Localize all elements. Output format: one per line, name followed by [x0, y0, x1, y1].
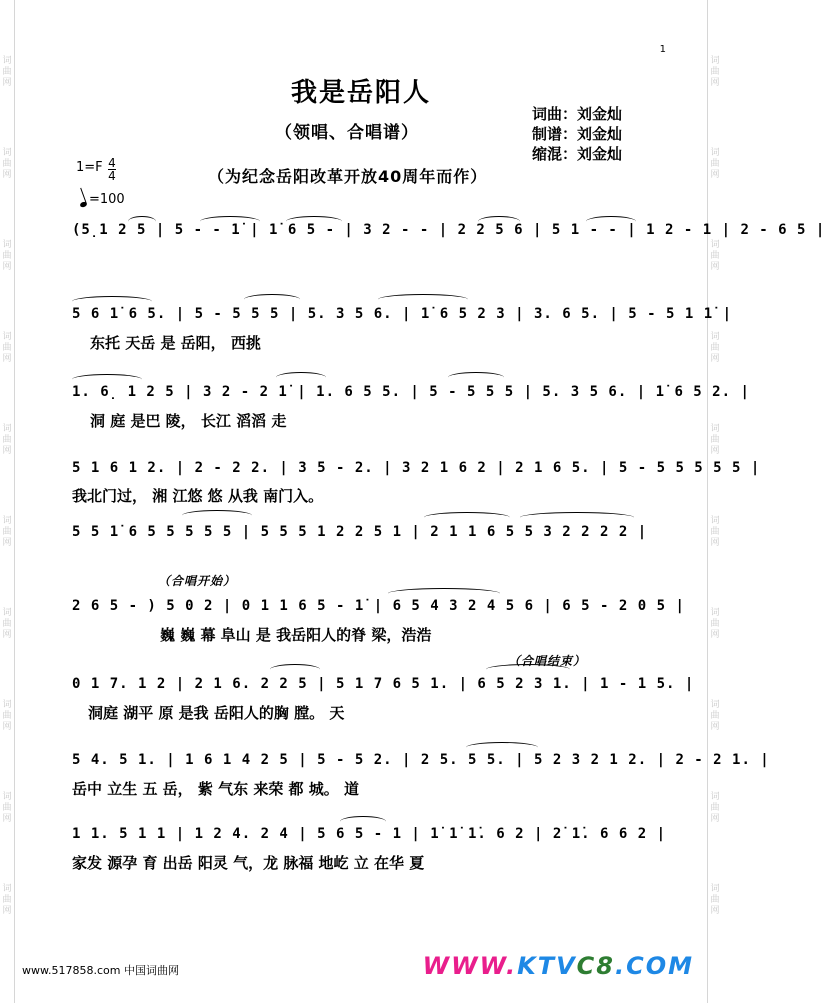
slur-mark: [182, 510, 252, 521]
notation-line: 5 5 1̇ 6 5 5 5 5 5 | 5 5 5 1 2 2 5 1 | 2 1 1 6 5 5 3 2 2 2 2 |: [72, 524, 648, 540]
slur-mark: [244, 294, 300, 305]
footer-logo[interactable]: [423, 952, 694, 980]
slur-mark: [478, 216, 520, 227]
slur-mark: [388, 588, 500, 599]
credit-mixer: 缩混：刘金灿: [532, 145, 623, 163]
watermark-text: 词 曲 网: [2, 516, 12, 548]
slur-mark: [466, 742, 538, 753]
chorus-start-marker: （合唱开始）: [158, 574, 237, 588]
lyrics-row-8: 岳中 立生 五 岳， 紫 气东 来荣 都 城。 道: [72, 780, 360, 798]
tempo-marking: [80, 192, 125, 207]
slur-mark: [424, 512, 510, 523]
watermark-text: 词 曲 网: [710, 700, 720, 732]
slur-mark: [486, 664, 570, 675]
score-row-6: [72, 598, 685, 620]
dedication-note: （为纪念岳阳改革开放40周年而作）: [208, 167, 488, 186]
lyrics-row-4: 我北门过， 湘 江悠 悠 从我 南门入。: [72, 487, 324, 505]
key-signature: 1=F: [76, 160, 103, 175]
slur-mark: [340, 816, 386, 827]
logo-part: C8: [576, 952, 615, 980]
time-signature-top: 4: [108, 156, 116, 170]
score-row-8: [72, 752, 770, 774]
time-signature-bottom: 4: [108, 169, 116, 183]
notation-line: 5 4. 5 1. | 1 6 1 4 2 5 | 5 - 5 2. | 2 5. 5 5. | 5 2 3 2 1 2. | 2 - 2 1. |: [72, 752, 770, 768]
lyrics-row-3: 洞 庭 是巴 陵， 长江 滔滔 走: [90, 412, 287, 430]
notation-line: 5 1 6 1 2. | 2 - 2 2. | 3 5 - 2. | 3 2 1 6 2 | 2 1 6 5. | 5 - 5 5 5 5 5 |: [72, 460, 761, 476]
notation-line: 1 1. 5 1 1 | 1 2 4. 2 4 | 5 6 5 - 1 | 1̇ 1̇ 1̇. 6 2 | 2̇ 1̇. 6 6 2 |: [72, 826, 667, 842]
watermark-text: 词 曲 网: [2, 240, 12, 272]
slur-mark: [276, 372, 326, 383]
slur-mark: [520, 512, 634, 523]
watermark-text: 词 曲 网: [2, 148, 12, 180]
score-row-5: [72, 524, 648, 546]
slur-mark: [448, 372, 504, 383]
logo-part: WWW.: [422, 952, 518, 980]
watermark-text: 词 曲 网: [2, 56, 12, 88]
footer-site[interactable]: www.517858.com 中国词曲网: [22, 964, 179, 977]
watermark-text: 词 曲 网: [710, 56, 720, 88]
score-row-4: [72, 460, 761, 482]
slur-mark: [286, 216, 342, 227]
slur-mark: [72, 296, 152, 307]
score-row-3: [72, 384, 750, 406]
watermark-text: 词 曲 网: [2, 884, 12, 916]
chorus-end-marker: （合唱结束）: [508, 654, 587, 668]
watermark-text: 词 曲 网: [2, 608, 12, 640]
tempo-value: =100: [89, 192, 125, 207]
watermark-text: 词 曲 网: [710, 424, 720, 456]
watermark-text: 词 曲 网: [710, 148, 720, 180]
slur-mark: [270, 664, 320, 675]
watermark-text: 词 曲 网: [2, 700, 12, 732]
watermark-text: 词 曲 网: [710, 884, 720, 916]
notation-line: 2 6 5 - ) 5 0 2 | 0 1 1 6 5 - 1̇ | 6 5 4 3 2 4 5 6 | 6 5 - 2 0 5 |: [72, 598, 685, 614]
logo-part: .COM: [614, 952, 694, 980]
watermark-text: 词 曲 网: [2, 424, 12, 456]
credit-arranger: 制谱：刘金灿: [532, 125, 623, 143]
slur-mark: [200, 216, 260, 227]
score-row-1: [72, 222, 825, 244]
slur-mark: [72, 374, 142, 385]
watermark-text: 词 曲 网: [710, 516, 720, 548]
quarter-note-icon: [79, 201, 87, 208]
song-subtitle: （领唱、合唱谱）: [275, 123, 419, 143]
notation-line: 5 6 1̇ 6 5. | 5 - 5 5 5 | 5. 3 5 6. | 1̇ 6 5 2 3 | 3. 6 5. | 5 - 5 1 1̇ |: [72, 306, 733, 322]
watermark-text: 词 曲 网: [710, 792, 720, 824]
score-row-7: [72, 676, 695, 698]
logo-part: KTV: [517, 952, 577, 980]
slur-mark: [586, 216, 636, 227]
lyrics-row-9: 家发 源孕 育 出岳 阳灵 气，龙 脉福 地屹 立 在华 夏: [72, 854, 425, 872]
watermark-text: 词 曲 网: [2, 792, 12, 824]
notation-line: (5̣1 2 5 | 5 - - 1̇ | 1̇ 6 5 - | 3 2 - - | 2 2 5 6 | 5 1 - - | 1 2 - 1 | 2 - 6 5 |: [72, 222, 825, 238]
score-row-2: [72, 306, 733, 328]
watermark-text: 词 曲 网: [2, 332, 12, 364]
lyrics-row-2: 东托 天岳 是 岳阳， 西挑: [90, 334, 261, 352]
song-title: 我是岳阳人: [290, 78, 431, 108]
lyrics-row-7: 洞庭 湖平 原 是我 岳阳人的胸 膛。 天: [88, 704, 345, 722]
watermark-text: 词 曲 网: [710, 240, 720, 272]
page-number: 1: [659, 44, 666, 55]
notation-line: 0 1 7. 1 2 | 2 1 6. 2 2 5 | 5 1 7 6 5 1. | 6 5 2 3 1. | 1 - 1 5. |: [72, 676, 695, 692]
slur-mark: [128, 216, 156, 227]
score-row-9: [72, 826, 667, 848]
watermark-text: 词 曲 网: [710, 608, 720, 640]
credits-block: [532, 104, 622, 164]
time-signature: [108, 157, 116, 182]
notation-line: 1. 6̣ 1 2 5 | 3 2 - 2 1̇ | 1. 6 5 5. | 5 - 5 5 5 | 5. 3 5 6. | 1̇ 6 5 2. |: [72, 384, 750, 400]
lyrics-row-6: 巍 巍 幕 阜山 是 我岳阳人的脊 梁，浩浩: [160, 626, 432, 644]
credit-lyricist: 词曲：刘金灿: [532, 105, 623, 123]
watermark-text: 词 曲 网: [710, 332, 720, 364]
slur-mark: [378, 294, 468, 305]
